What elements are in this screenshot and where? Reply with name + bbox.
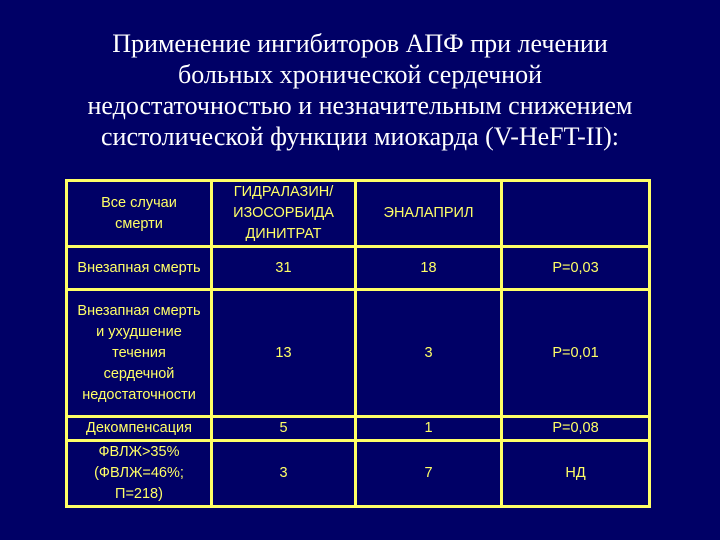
slide-title [20, 28, 700, 152]
slide-title-line: Применение ингибиторов АПФ при лечении [112, 29, 608, 58]
enalapril-value-cell: 7 [356, 441, 502, 507]
row-label-cell [67, 441, 212, 507]
slide-title-line: недостаточностью и незначительным снижением [87, 91, 633, 120]
row-label-line: Декомпенсация [86, 420, 192, 436]
enalapril-value-cell: 3 [356, 290, 502, 417]
enalapril-value-cell: 1 [356, 417, 502, 441]
row-label-line: (ФВЛЖ=46%; [94, 465, 184, 481]
header-line: Все случаи [101, 194, 177, 211]
hydralazine-value-cell: 13 [212, 290, 356, 417]
p-value-cell: НД [502, 441, 650, 507]
row-label-line: ФВЛЖ>35% [98, 444, 180, 460]
header-line: ГИДРАЛАЗИН/ [233, 184, 334, 200]
row-label-cell [67, 417, 212, 441]
p-value-cell: P=0,08 [502, 417, 650, 441]
row-label-line: Внезапная смерть [77, 302, 201, 319]
table-row-sudden-death-and-hf-worsening [67, 290, 650, 417]
header-cell-hydralazine [212, 181, 356, 247]
header-line: ЭНАЛАПРИЛ [383, 205, 474, 221]
header-cell-all-deaths [67, 181, 212, 247]
row-label-cell [67, 290, 212, 417]
hydralazine-value-cell: 5 [212, 417, 356, 441]
row-label-line: Внезапная смерть [77, 259, 201, 276]
header-cell-p-value [502, 181, 650, 247]
row-label-line: течения [112, 344, 166, 361]
row-label-cell [67, 247, 212, 290]
row-label-line: сердечной [103, 365, 175, 382]
table-row-sudden-death [67, 247, 650, 290]
table-header-row [67, 181, 650, 247]
table-row-lvef-subgroup [67, 441, 650, 507]
hydralazine-value-cell: 3 [212, 441, 356, 507]
table-row-decompensation [67, 417, 650, 441]
slide-title-line: систолической функции миокарда (V-HeFT-II): [101, 122, 619, 151]
header-line: смерти [115, 215, 163, 232]
header-cell-enalapril [356, 181, 502, 247]
enalapril-value-cell: 18 [356, 247, 502, 290]
row-label-line: недостаточности [82, 386, 196, 403]
mortality-comparison-table [65, 179, 651, 508]
hydralazine-value-cell: 31 [212, 247, 356, 290]
p-value-cell: P=0,01 [502, 290, 650, 417]
slide-title-line: больных хронической сердечной [177, 60, 543, 89]
row-label-line: П=218) [115, 486, 163, 502]
header-line: ИЗОСОРБИДА [233, 205, 334, 221]
header-line: ДИНИТРАТ [245, 226, 322, 242]
row-label-line: и ухудшение [96, 323, 182, 340]
p-value-cell: P=0,03 [502, 247, 650, 290]
